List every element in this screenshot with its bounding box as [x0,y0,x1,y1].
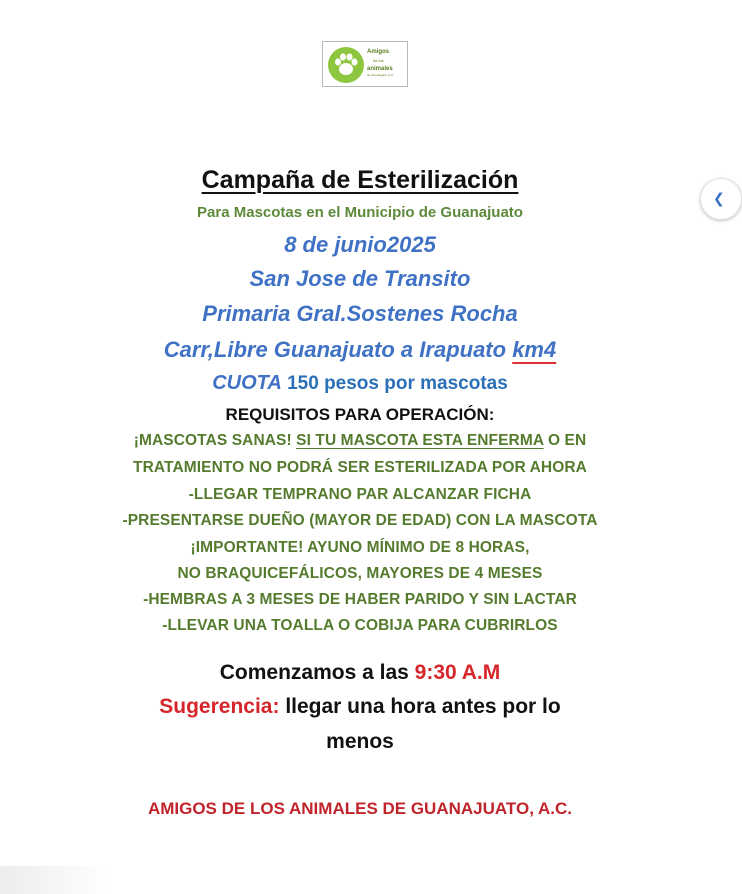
suggestion-text: llegar una hora antes por lo [279,695,561,718]
requirement-healthy [0,432,720,450]
road-km: km4 [512,337,557,362]
organization-logo [322,41,408,87]
requirement-treatment: TRATAMIENTO NO PODRÁ SER ESTERILIZADA POR AHORA [133,459,587,476]
fee-line [0,372,720,395]
side-action-button[interactable] [700,178,742,220]
campaign-subtitle: Para Mascotas en el Municipio de Guanajuato [197,204,523,221]
corner-shadow [0,866,110,894]
requirements-title: REQUISITOS PARA OPERACIÓN: [225,405,495,424]
suggestion-line [0,695,720,719]
requirement-early: -LLEGAR TEMPRANO PAR ALCANZAR FICHA [188,486,532,503]
start-text: Comenzamos a las [219,661,415,684]
logo-line-3: animales [367,66,393,72]
chevron-icon: ❮ [713,191,725,207]
logo-line-4: de Guanajuato, A.C. [367,73,395,77]
req-healthy-c: O EN [543,432,587,449]
road-text: Carr,Libre Guanajuato a Irapuato [163,337,513,362]
event-date: 8 de junio2025 [284,232,436,257]
requirement-towel: -LLEVAR UNA TOALLA O COBIJA PARA CUBRIRLOS [162,617,558,634]
paw-icon [328,47,364,83]
event-road [0,337,720,363]
req-healthy-b: SI TU MASCOTA ESTA ENFERMA [296,432,544,449]
requirement-owner: -PRESENTARSE DUEÑO (MAYOR DE EDAD) CON LA MASCOTA [122,512,598,529]
requirement-fasting: ¡IMPORTANTE! AYUNO MÍNIMO DE 8 HORAS, [190,539,530,556]
event-school: Primaria Gral.Sostenes Rocha [202,301,518,326]
campaign-title: Campaña de Esterilización [201,166,519,194]
req-healthy-a: ¡MASCOTAS SANAS! [133,432,297,449]
requirement-breeds: NO BRAQUICEFÁLICOS, MAYORES DE 4 MESES [177,565,543,582]
organization-name: AMIGOS DE LOS ANIMALES DE GUANAJUATO, A.C. [147,799,573,818]
suggestion-label: Sugerencia: [159,695,280,718]
requirement-females: -HEMBRAS A 3 MESES DE HABER PARIDO Y SIN LACTAR [143,591,577,608]
logo-text [367,46,407,77]
fee-amount: 150 pesos por mascotas [281,373,508,394]
logo-line-1: Amigos [367,49,390,55]
fee-label: CUOTA [212,372,282,394]
suggestion-line-2: menos [326,730,394,753]
event-place: San Jose de Transito [249,266,471,291]
start-time: 9:30 A.M [414,661,501,684]
start-time-line [0,661,720,685]
logo-line-2: de los [373,58,384,63]
